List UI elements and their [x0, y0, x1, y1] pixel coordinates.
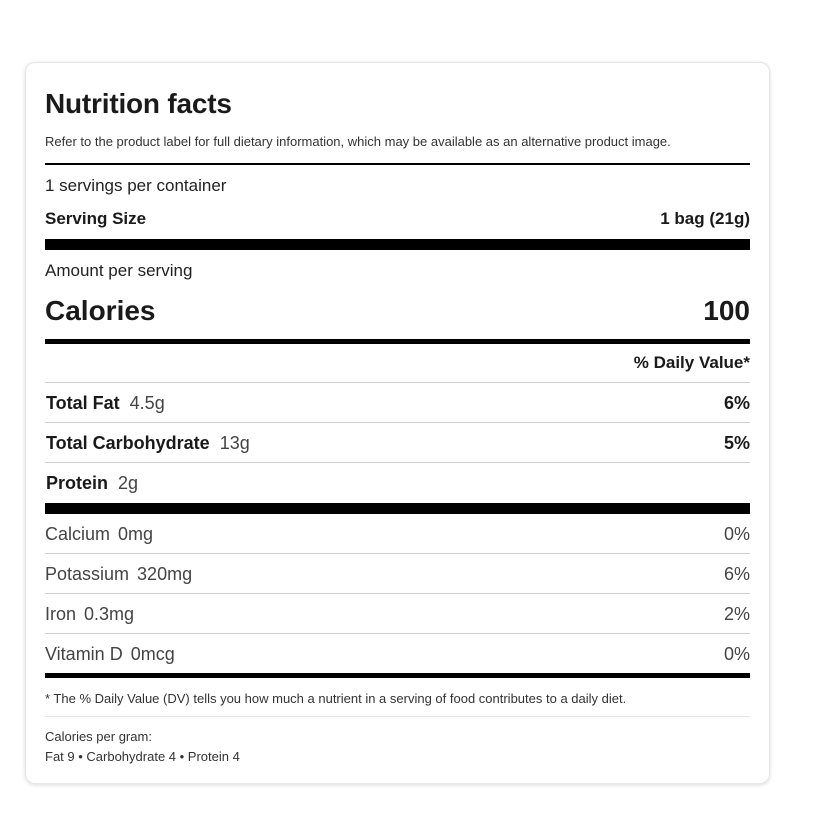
nutrient-amount: 4.5g [129, 393, 165, 413]
nutrition-facts-title: Nutrition facts [45, 88, 232, 119]
micronutrient-name: Vitamin D [45, 644, 123, 664]
micronutrient-name: Iron [45, 604, 77, 624]
divider-row [45, 553, 750, 554]
nutrient-name: Protein [46, 473, 109, 493]
serving-size-value: 1 bag (21g) [660, 209, 750, 228]
calories-per-gram-label: Calories per gram: [45, 729, 152, 744]
micronutrient-row-iron [45, 604, 750, 625]
nutrient-row-protein [45, 473, 750, 494]
divider-row [45, 382, 750, 383]
calories-label: Calories [45, 295, 156, 326]
daily-value-header [45, 353, 750, 373]
nutrient-row-total-carbohydrate [45, 433, 750, 454]
divider-row [45, 462, 750, 463]
servings-per-container [45, 176, 750, 196]
micronutrient-percent: 2% [723, 604, 750, 624]
micronutrient-percent: 0% [723, 524, 750, 544]
nutrient-name: Total Carbohydrate [46, 433, 210, 453]
micronutrient-row-vitamin-d [45, 644, 750, 665]
divider-row [45, 633, 750, 634]
daily-value-header-text: % Daily Value* [633, 353, 750, 372]
divider-calories [45, 339, 750, 344]
calories-value: 100 [703, 295, 750, 326]
micronutrient-row-calcium [45, 524, 750, 545]
divider-row [45, 593, 750, 594]
nutrient-amount: 13g [219, 433, 250, 453]
divider-thick-micronutrients [45, 503, 750, 514]
micronutrient-amount: 0.3mg [84, 604, 135, 624]
nutrient-percent: 5% [723, 433, 750, 453]
divider-top [45, 163, 750, 165]
micronutrient-amount: 320mg [137, 564, 193, 584]
calories-row [45, 295, 750, 327]
divider-bottom [45, 673, 750, 678]
nutrient-row-total-fat [45, 393, 750, 414]
micronutrient-percent: 0% [723, 644, 750, 664]
divider-thick-serving [45, 239, 750, 250]
serving-size-row [45, 209, 750, 229]
micronutrient-row-potassium [45, 564, 750, 585]
serving-size-label: Serving Size [45, 209, 147, 228]
nutrient-percent: 6% [723, 393, 750, 413]
micronutrient-amount: 0mcg [130, 644, 175, 664]
divider-footnote [45, 716, 750, 717]
servings-per-container-text: 1 servings per container [45, 176, 227, 195]
micronutrient-percent: 6% [723, 564, 750, 584]
nutrition-facts-disclaimer: Refer to the product label for full dietary information, which may be available as an alternative product image. [45, 134, 671, 149]
nutrient-name: Total Fat [46, 393, 120, 413]
nutrient-amount: 2g [118, 473, 139, 493]
divider-row [45, 422, 750, 423]
calories-per-gram-values: Fat 9 • Carbohydrate 4 • Protein 4 [45, 749, 240, 764]
amount-per-serving [45, 261, 750, 281]
amount-per-serving-text: Amount per serving [45, 261, 193, 280]
daily-value-footnote: * The % Daily Value (DV) tells you how much a nutrient in a serving of food contributes to a daily diet. [45, 691, 627, 706]
micronutrient-amount: 0mg [118, 524, 154, 544]
micronutrient-name: Calcium [45, 524, 111, 544]
nutrition-facts-card [25, 62, 770, 784]
micronutrient-name: Potassium [45, 564, 130, 584]
